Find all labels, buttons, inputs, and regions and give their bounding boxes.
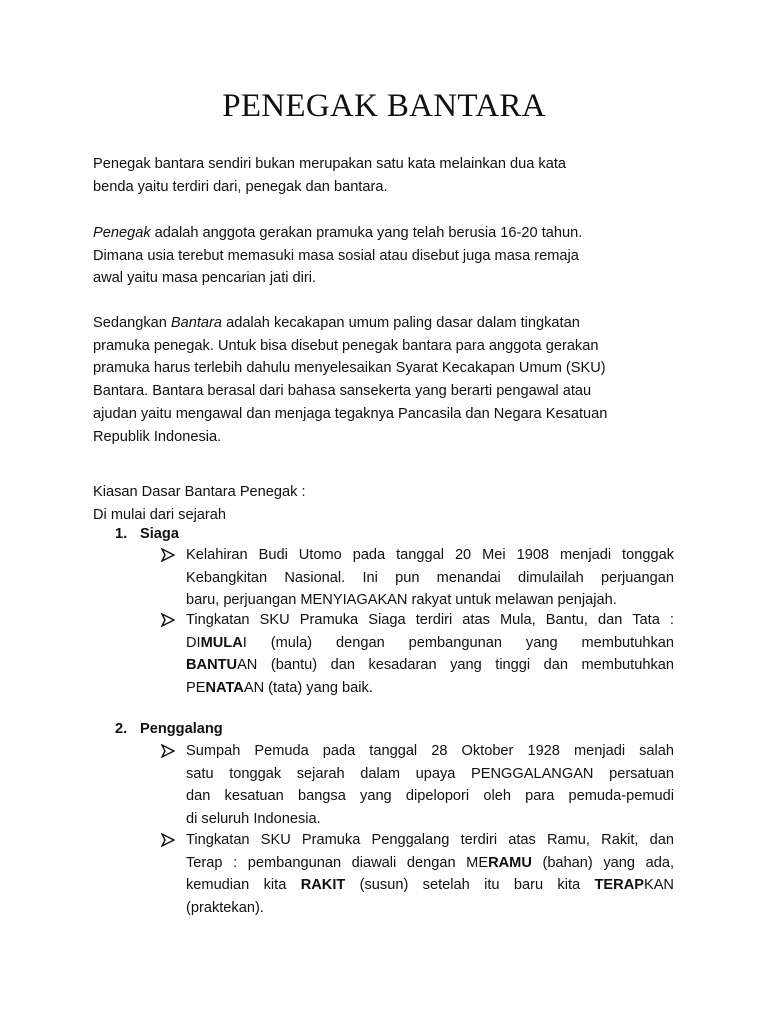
section-number: 2. [115,721,128,737]
arrow-right-icon [161,613,175,627]
kiasan-subheading: Di mulai dari sejarah [93,506,227,523]
section-name: Siaga [140,526,179,542]
intro-line: benda yaitu terdiri dari, penegak dan bantara. [93,178,388,195]
section-heading-penggalang [115,718,223,740]
section-name: Penggalang [140,721,223,737]
penegak-term: Penegak [93,225,151,241]
bullet-line: Kelahiran Budi Utomo pada tanggal 20 Mei 1908 menjadi tonggak [186,547,674,563]
arrow-right-icon [161,548,175,562]
penegak-line: awal yaitu masa pencarian jati diri. [93,270,317,287]
arrow-right-icon [161,833,175,847]
arrow-right-icon [161,744,175,758]
section-heading-siaga [115,523,179,545]
list-item [186,544,674,612]
bullet-line: Tingkatan SKU Pramuka Siaga terdiri atas Mula, Bantu, dan Tata : [186,612,674,628]
bantara-line: Sedangkan Bantara adalah kecakapan umum paling dasar dalam tingkatan [93,315,580,331]
penegak-line: Dimana usia terebut memasuki masa sosial atau disebut juga masa remaja [93,247,579,264]
bullet-line: DIMULAI (mula) dengan pembangunan yang membutuhkan [186,634,674,651]
bantara-line: pramuka harus terlebih dahulu menyelesaikan Syarat Kecakapan Umum (SKU) [93,360,606,377]
bantara-term: Bantara [170,315,223,331]
kiasan-heading: Kiasan Dasar Bantara Penegak : [93,484,306,500]
bullet-line: Tingkatan SKU Pramuka Penggalang terdiri atas Ramu, Rakit, dan [186,832,674,848]
bantara-line: pramuka penegak. Untuk bisa disebut penegak bantara para anggota gerakan [93,337,599,354]
bantara-line: Bantara. Bantara berasal dari bahasa sansekerta yang berarti pengawal atau [93,383,592,400]
penegak-definition [93,222,653,290]
bullet-line: BANTUAN (bantu) dan kesadaran yang tinggi dan membutuhkan [186,657,674,674]
bullet-line: PENATAAN (tata) yang baik. [186,679,373,696]
intro-line: Penegak bantara sendiri bukan merupakan satu kata melainkan dua kata [93,156,566,172]
intro-paragraph [93,153,653,198]
section-number: 1. [115,526,128,542]
bullet-line: Sumpah Pemuda pada tanggal 28 Oktober 1928 menjadi salah [186,743,674,759]
bantara-definition [93,312,653,448]
bullet-line: kemudian kita RAKIT (susun) setelah itu baru kita TERAPKAN [186,877,674,894]
bullet-line: (praktekan). [186,899,264,916]
bantara-line: ajudan yaitu mengawal dan menjaga tegaknya Pancasila dan Negara Kesatuan [93,405,608,422]
page-title: PENEGAK BANTARA [222,88,546,124]
bullet-line: Kebangkitan Nasional. Ini pun menandai dimulailah perjuangan [186,569,674,586]
list-item [186,829,674,919]
list-item [186,609,674,699]
bantara-line: Republik Indonesia. [93,428,222,445]
kiasan-heading-block [93,481,653,526]
bullet-line: Terap : pembangunan diawali dengan MERAMU (bahan) yang ada, [186,854,675,871]
bullet-line: di seluruh Indonesia. [186,810,321,827]
list-item [186,740,674,830]
bullet-line: baru, perjuangan MENYIAGAKAN rakyat untuk melawan penjajah. [186,592,617,609]
bullet-line: satu tonggak sejarah dalam upaya PENGGALANGAN persatuan [186,765,674,782]
penegak-line: Penegak adalah anggota gerakan pramuka yang telah berusia 16-20 tahun. [93,225,583,241]
bullet-line: dan kesatuan bangsa yang dipelopori oleh para pemuda-pemudi [186,788,674,805]
